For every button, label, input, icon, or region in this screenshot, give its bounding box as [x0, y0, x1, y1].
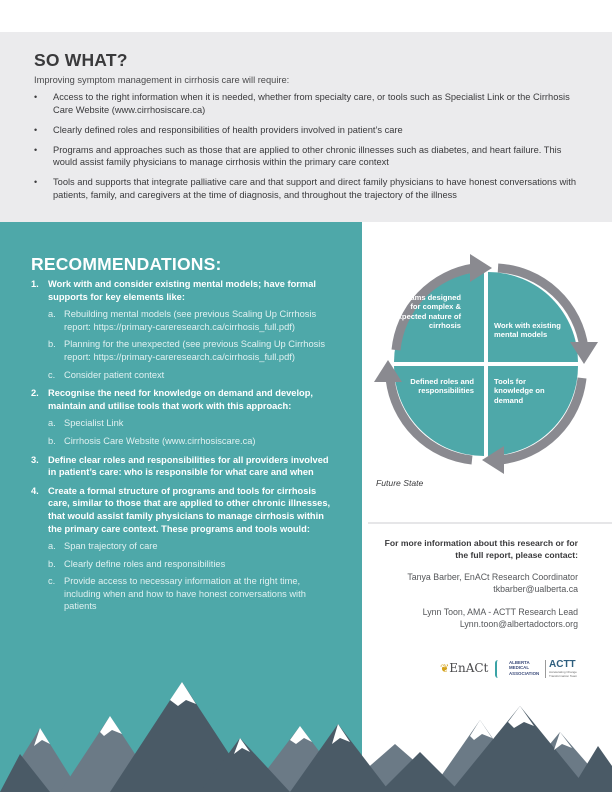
quadrant-label-top-right: Work with existing mental models: [494, 321, 561, 340]
recommendation-sublist: [48, 540, 331, 613]
contact-name: Lynn Toon, AMA - ACTT Research Lead: [422, 607, 578, 617]
sub-item: [48, 558, 331, 571]
leaf-icon: ❦: [440, 662, 450, 675]
sub-letter: b.: [48, 558, 56, 569]
recommendation-number: 3.: [31, 454, 39, 465]
sub-text: Cirrhosis Care Website (www.cirrhosiscare.ca): [64, 435, 256, 446]
contact-heading: For more information about this research or for the full report, please contact:: [384, 538, 578, 561]
sub-item: [48, 417, 331, 430]
sub-item: [48, 540, 331, 553]
contact-email-link[interactable]: Lynn.toon@albertadoctors.org: [459, 619, 578, 630]
sub-letter: b.: [48, 435, 56, 446]
so-what-bullet: • Programs and approaches such as those that are applied to other chronic illnesses such as diabetes, and heart failure. This would assist family physicians to manage cirrhosis within the primary care context: [34, 144, 579, 169]
contact-person-2: [370, 606, 578, 631]
recommendations-title: RECOMMENDATIONS:: [31, 254, 222, 274]
so-what-bullet: • Tools and supports that integrate palliative care and that support and direct family physicians to have honest conversations with patients, family, and caregivers at the time of diagnosis, and throughout the trajectory of the illness: [34, 176, 579, 201]
recommendation-number: 1.: [31, 279, 39, 289]
so-what-list: [34, 91, 579, 209]
recommendation-text: Recognise the need for knowledge on demand and develop, maintain and utilise tools that work with this approach:: [48, 388, 314, 411]
quadrant-label-bottom-right: Tools for knowledge on demand: [494, 377, 545, 405]
contact-person-1: [370, 571, 578, 596]
recommendation-sublist: [48, 308, 331, 381]
recommendations-list: [31, 278, 331, 619]
diagram-caption: Future State: [376, 478, 424, 488]
sub-text: Consider patient context: [64, 369, 165, 380]
recommendation-number: 4.: [31, 485, 39, 496]
sub-letter: b.: [48, 339, 56, 350]
top-strip: [0, 0, 612, 32]
sub-text: Span trajectory of care: [64, 541, 158, 552]
recommendation-item: [31, 454, 331, 479]
quadrant-top-right: [488, 272, 578, 362]
sub-text: Planning for the unexpected (see previous Scaling Up Cirrhosis report: https://primary-careresearch.ca/cirrhosis_full.pdf): [64, 339, 325, 362]
contact-email-link[interactable]: tkbarber@ualberta.ca: [493, 584, 578, 595]
sub-item: [48, 308, 331, 333]
sub-text: Provide access to necessary information at the right time, including when and how to have honest conversations with patients: [64, 576, 306, 612]
so-what-intro: Improving symptom management in cirrhosis care will require:: [34, 75, 290, 85]
sub-text: Clearly define roles and responsibilities: [64, 558, 226, 569]
cycle-graphic: [370, 250, 602, 474]
sub-letter: c.: [48, 369, 56, 380]
enact-logo: ❦EnACt: [440, 661, 489, 675]
sub-item: [48, 369, 331, 382]
so-what-bullet: • Access to the right information when it is needed, whether from specialty care, or tools such as Specialist Link or the Cirrhosis Care Website (www.cirrhosiscare.ca): [34, 91, 579, 116]
sub-letter: a.: [48, 418, 56, 429]
sub-text: Specialist Link: [64, 418, 124, 429]
recommendation-item: [31, 387, 331, 447]
recommendation-text: Work with and consider existing mental models; have formal supports for key elements like:: [48, 279, 316, 302]
so-what-bullet: • Clearly defined roles and responsibilities of health providers involved in patient’s care: [34, 124, 579, 137]
sub-item: [48, 435, 331, 448]
sub-item: [48, 575, 331, 613]
so-what-section: [0, 32, 612, 222]
recommendation-text: Create a formal structure of programs and tools for cirrhosis care, similar to those that are applied to other chronic illnesses, that would assist family physicians to manage cirrhosis within the primary care context. These programs and tools would:: [48, 485, 331, 534]
so-what-title: SO WHAT?: [34, 50, 128, 70]
quadrant-label-top-left: Programs designed for complex & unexpected nature of cirrhosis: [384, 293, 461, 331]
sub-item: [48, 338, 331, 363]
recommendation-item: [31, 278, 331, 381]
sub-letter: a.: [48, 309, 56, 320]
contact-divider: [368, 522, 612, 524]
recommendation-item: [31, 485, 331, 613]
contact-name: Tanya Barber, EnACt Research Coordinator: [407, 572, 578, 582]
recommendation-number: 2.: [31, 388, 39, 399]
mountain-range-illustration: [0, 676, 612, 792]
ama-logo-text: ALBERTA MEDICAL ASSOCIATION: [509, 660, 540, 676]
sub-letter: a.: [48, 541, 56, 552]
sub-letter: c.: [48, 576, 56, 587]
future-state-diagram: [370, 250, 602, 474]
recommendation-sublist: [48, 417, 331, 447]
recommendation-text: Define clear roles and responsibilities for all providers involved in patient’s care: who is responsible for what care and when: [48, 454, 329, 478]
sub-text: Rebuilding mental models (see previous Scaling Up Cirrhosis report: https://primary-careresearch.ca/cirrhosis_full.pdf): [64, 309, 317, 332]
actt-logo: ACTT Accelerating Change Transformation Team: [549, 659, 578, 678]
quadrant-label-bottom-left: Defined roles and responsibilities: [410, 377, 474, 396]
